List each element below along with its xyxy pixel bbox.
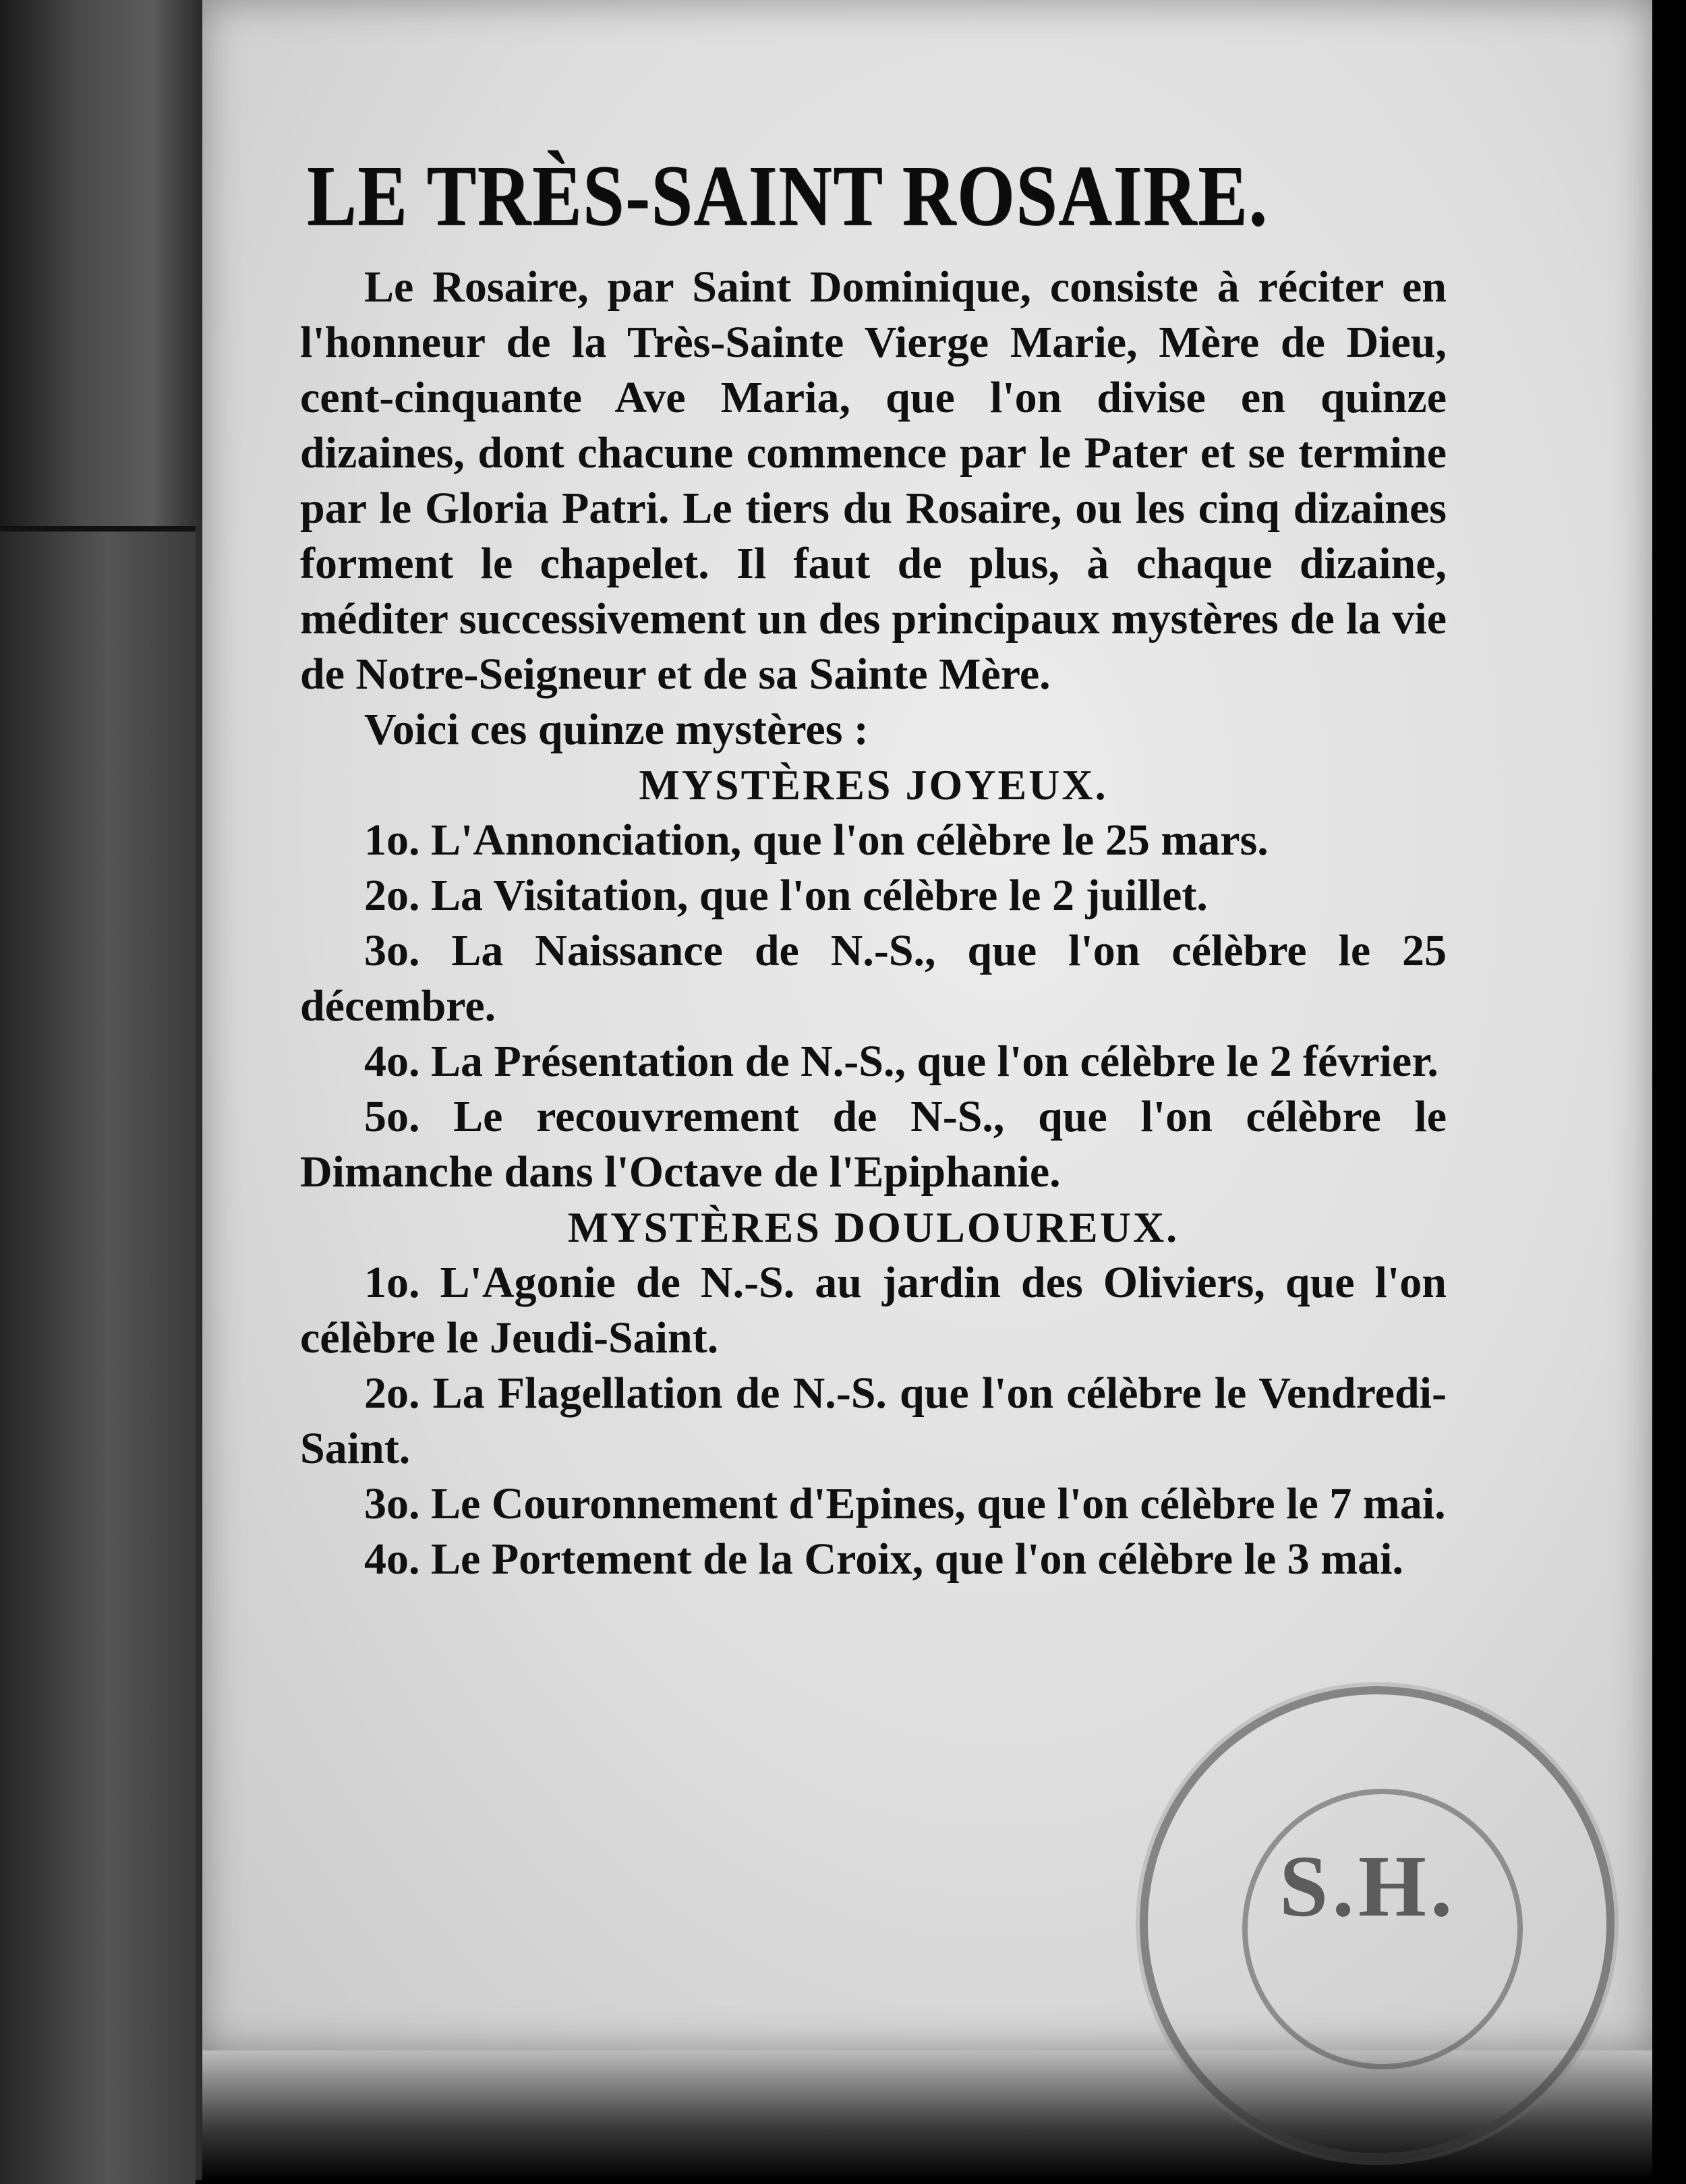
- mystery-item: 4o. La Présentation de N.-S., que l'on célèbre le 2 février.: [364, 1037, 1438, 1086]
- mystery-item: 3o. Le Couronnement d'Epines, que l'on célèbre le 7 mai.: [364, 1479, 1446, 1528]
- mystery-item: 2o. La Visitation, que l'on célèbre le 2 juillet.: [364, 871, 1208, 920]
- mystery-item: 5o. Le recouvrement de N-S., que l'on célèbre le Dimanche dans l'Octave de l'Epiphanie.: [300, 1092, 1447, 1197]
- intro-lead: Voici ces quinze mystères :: [364, 705, 869, 754]
- library-stamp-text: S.H.: [1279, 1838, 1457, 1935]
- document-body: [300, 260, 1447, 1587]
- section-heading-joyful: MYSTÈRES JOYEUX.: [639, 761, 1108, 809]
- mystery-item: 1o. L'Annonciation, que l'on célèbre le 25 mars.: [364, 815, 1269, 865]
- intro-paragraph: Le Rosaire, par Saint Dominique, consiste à réciter en l'honneur de la Très-Sainte Vierge Marie, Mère de Dieu, cent-cinquante Ave Maria, que l'on divise en quinze dizaines, dont chacune commence par le Pater et se termine par le Gloria Patri. Le tiers du Rosaire, ou les cinq dizaines forment le chapelet. Il faut de plus, à chaque dizaine, méditer successivement un des principaux mystères de la vie de Notre-Seigneur et de sa Sainte Mère.: [300, 262, 1447, 699]
- scan-border-right: [1652, 0, 1686, 2180]
- section-heading-sorrowful: MYSTÈRES DOULOUREUX.: [567, 1203, 1180, 1251]
- mystery-item: 2o. La Flagellation de N.-S. que l'on célèbre le Vendredi-Saint.: [300, 1369, 1447, 1473]
- mystery-item: 4o. Le Portement de la Croix, que l'on célèbre le 3 mai.: [364, 1534, 1403, 1584]
- library-stamp: [1140, 1686, 1615, 2161]
- book-cover-edge: [0, 526, 196, 2184]
- mystery-item: 1o. L'Agonie de N.-S. au jardin des Oliviers, que l'on célèbre le Jeudi-Saint.: [300, 1258, 1447, 1362]
- page-title: LE TRÈS-SAINT ROSAIRE.: [307, 148, 1269, 243]
- mystery-item: 3o. La Naissance de N.-S., que l'on célèbre le 25 décembre.: [300, 926, 1447, 1031]
